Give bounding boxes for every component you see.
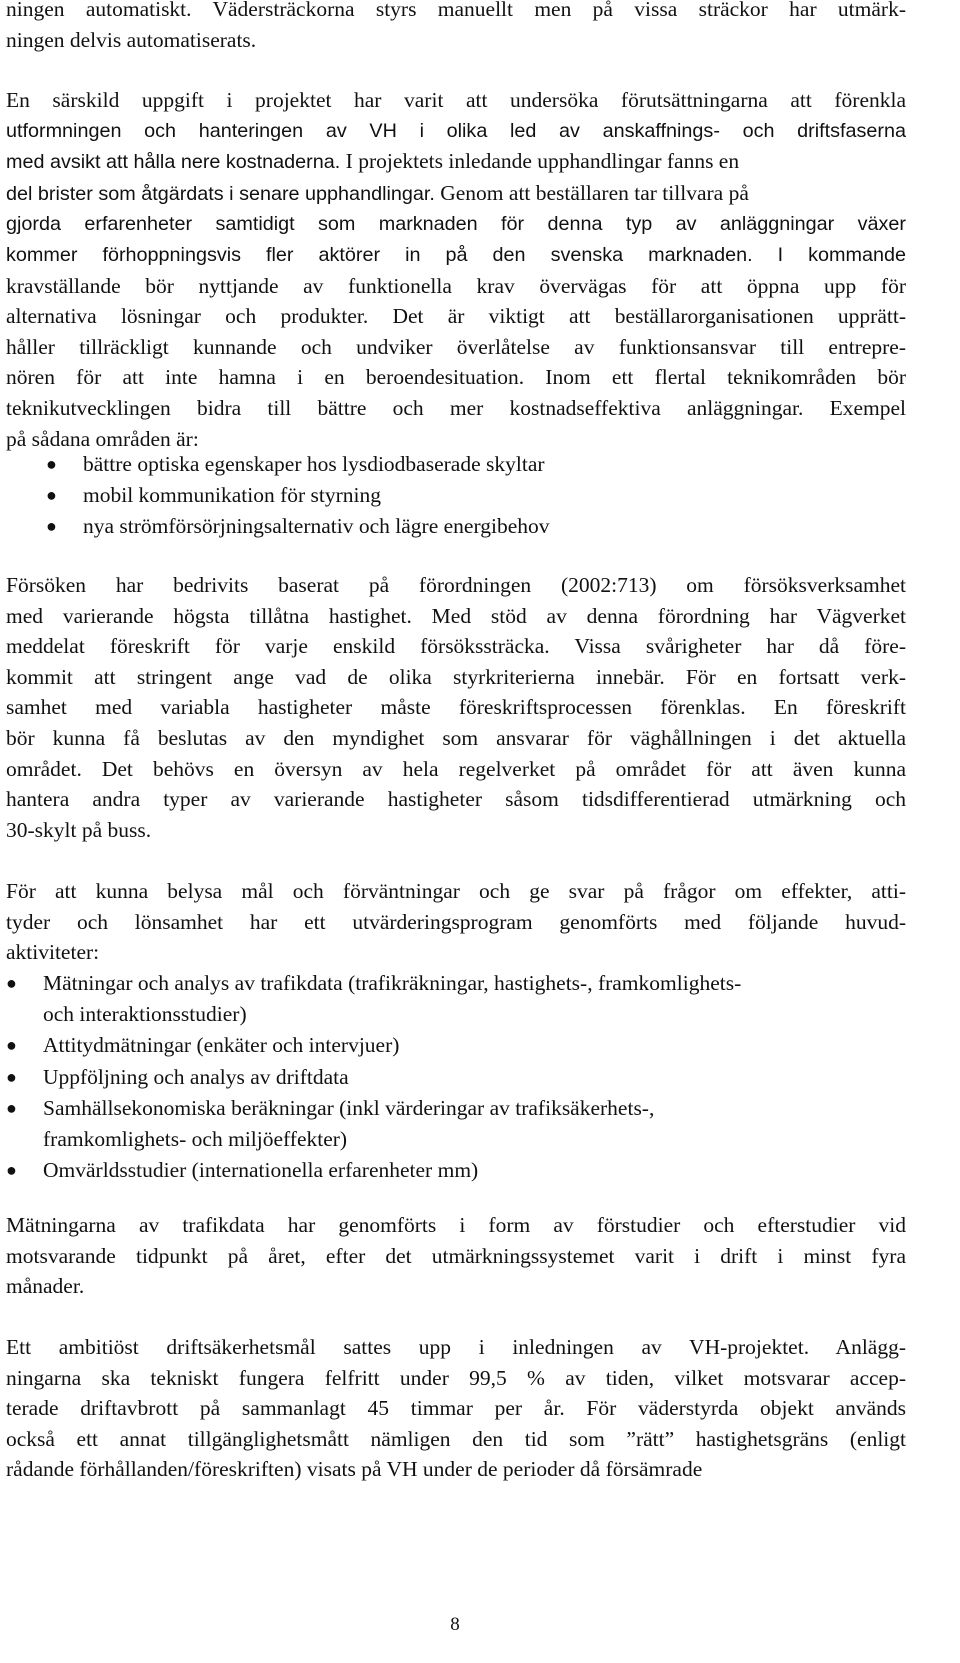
list-item-line: framkomlighets- och miljöeffekter) [43,1127,348,1152]
text-line: tyder och lönsamhet har ett utvärderingsprogram genomförts med följande huvud- [6,909,906,934]
text-segment: med avsikt att hålla nere kostnaderna. [6,151,341,174]
list-item [6,449,906,480]
text-line: månader. [6,1274,85,1299]
bullet-icon: ● [46,454,57,474]
list-item [6,1062,906,1093]
text-line: teknikutvecklingen bidra till bättre och mer kostnadseffektiva anläggningar. Exempel [6,395,906,420]
bullet-icon: ● [6,1066,17,1087]
text-segment: del brister som åtgärdats i senare upphandlingar. [6,182,435,205]
text-line: 30-skylt på buss. [6,817,152,842]
text-line: kommit att stringent ange vad de olika styrkriterierna innebär. För en fortsatt verk- [6,664,906,689]
list-item [6,1030,906,1061]
text-line: motsvarande tidpunkt på året, efter det utmärkningssystemet varit i drift i minst fyra [6,1243,906,1268]
list-item-line: Omvärldsstudier (internationella erfarenheter mm) [43,1158,479,1183]
list-item-line: och interaktionsstudier) [43,1002,247,1027]
text-line: rådande förhållanden/föreskriften) visats på VH under de perioder då försämrade [6,1457,703,1482]
list-item-line: Mätningar och analys av trafikdata (trafikräkningar, hastighets-, framkomlighets- [43,971,742,995]
text-line: samhet med variabla hastigheter måste föreskriftsprocessen förenklas. En föreskrift [6,695,906,720]
evaluation-activities-list [6,968,906,1186]
text-line: alternativa lösningar och produkter. Det är viktigt att beställarorganisationen upprätt- [6,304,906,329]
text-line: bör kunna få beslutas av den myndighet som ansvarar för väghållningen i det aktuella [6,725,906,750]
text-line: För att kunna belysa mål och förväntningar och ge svar på frågor om effekter, atti- [6,879,906,903]
paragraph-reliability [6,1332,906,1485]
paragraph-simplification [6,85,906,454]
list-item-line: Samhällsekonomiska beräkningar (inkl värderingar av trafiksäkerhets-, [43,1095,655,1120]
text-line: En särskild uppgift i projektet har varit att undersöka förutsättningarna att förenkla [6,88,906,112]
bullet-icon: ● [6,1097,17,1118]
text-line: på sådana områden är: [6,426,199,451]
text-line: kravställande bör nyttjande av funktionella krav övervägas för att öppna upp för [6,273,906,298]
bullet-icon: ● [6,1160,17,1181]
text-line: kommer förhoppningsvis fler aktörer in på den svenska marknaden. I kommande [6,243,906,266]
text-line: ningen delvis automatiserats. [6,27,257,52]
text-line: också ett annat tillgänglighetsmått nämligen den tid som ”rätt” hastighetsgräns (enligt [6,1426,906,1451]
text-line: håller tillräckligt kunnande och undviker överlåtelse av funktionsansvar till entrepre- [6,334,906,359]
text-line: terade driftavbrott på sammanlagt 45 timmar per år. För väderstyrda objekt används [6,1396,906,1421]
text-segment: I projektets inledande upphandlingar fanns en [340,149,740,174]
list-item-text: bättre optiska egenskaper hos lysdiodbaserade skyltar [83,452,545,476]
text-line [6,178,906,210]
text-line [6,146,906,178]
text-line: aktiviteter: [6,940,100,965]
example-areas-list [6,449,906,542]
list-item-line: Uppföljning och analys av driftdata [43,1064,349,1089]
text-line: Försöken har bedrivits baserat på förordningen (2002:713) om försöksverksamhet [6,573,906,597]
bullet-icon: ● [6,973,17,993]
list-item [6,480,906,511]
list-item-text: nya strömförsörjningsalternativ och lägre energibehov [83,514,550,538]
text-line: området. Det behövs en översyn av hela regelverket på området för att även kunna [6,756,906,781]
list-item [6,1093,906,1155]
text-line: ningen automatiskt. Vädersträckorna styrs manuellt men på vissa sträckor har utmärk- [6,0,906,21]
list-item [6,1155,906,1186]
text-line: Mätningarna av trafikdata har genomförts i form av förstudier och efterstudier vid [6,1213,906,1237]
text-line: Ett ambitiöst driftsäkerhetsmål sattes upp i inledningen av VH-projektet. Anlägg- [6,1335,906,1359]
bullet-icon: ● [46,485,57,505]
list-item [6,968,906,1030]
paragraph-regulation [6,570,906,845]
text-line: gjorda erfarenheter samtidigt som marknaden för denna typ av anläggningar växer [6,213,906,236]
paragraph-measurements [6,1210,906,1302]
text-line: nören för att inte hamna i en beroendesituation. Inom ett flertal teknikområden bör [6,365,906,390]
paragraph-evaluation [6,876,906,968]
continued-paragraph [6,0,906,55]
text-line: ningarna ska tekniskt fungera felfritt under 99,5 % av tiden, vilket motsvarar accep- [6,1365,906,1390]
bullet-icon: ● [46,516,57,536]
page-number: 8 [450,1614,460,1635]
list-item-text: mobil kommunikation för styrning [83,483,381,507]
text-line: meddelat föreskrift för varje enskild försökssträcka. Vissa svårigheter har då före- [6,634,906,659]
text-line: hantera andra typer av varierande hastigheter såsom tidsdifferentierad utmärkning och [6,787,906,812]
text-segment: Genom att beställaren tar tillvara på [434,180,749,205]
list-item [6,511,906,542]
text-line: med varierande högsta tillåtna hastighet. Med stöd av denna förordning har Vägverket [6,603,906,628]
bullet-icon: ● [6,1035,17,1056]
text-line: utformningen och hanteringen av VH i olika led av anskaffnings- och driftsfaserna [6,119,906,142]
list-item-line: Attitydmätningar (enkäter och intervjuer) [43,1033,400,1058]
